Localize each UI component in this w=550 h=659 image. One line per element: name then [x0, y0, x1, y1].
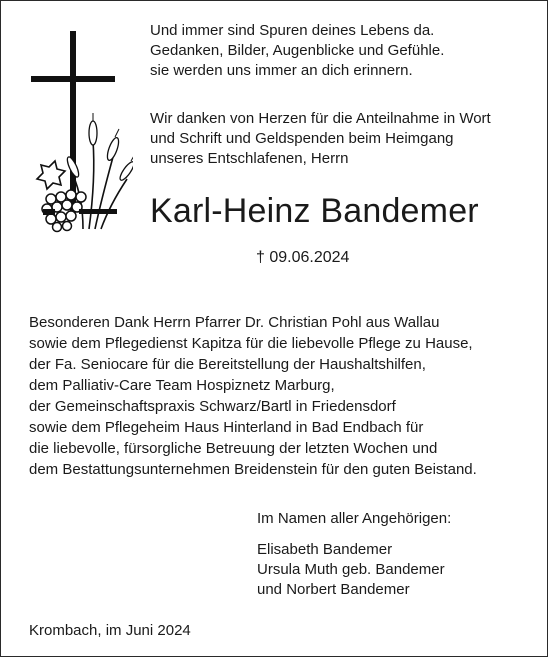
memorial-verse: Und immer sind Spuren deines Lebens da. Gedanken, Bilder, Augenblicke und Gefühle. sie werden uns immer an dich erinnern. — [150, 22, 445, 79]
family-names: Elisabeth Bandemer Ursula Muth geb. Bandemer und Norbert Bandemer — [257, 541, 445, 598]
special-thanks-paragraph: Besonderen Dank Herrn Pfarrer Dr. Christian Pohl aus Wallau sowie dem Pflegedienst Kapitza für die liebevolle Pflege zu Hause, der Fa. Seniocare für die Bereitstellung der Haushaltshilfen, dem Palliativ-Care Team Hospiznetz Marburg, der Gemeinschaftspraxis Schwarz/Bartl in Friedensdorf sowie dem Pflegeheim Haus Hinterland in Bad Endbach für die liebevolle, fürsorgliche Betreuung der letzten Wochen und dem Bestattungsunternehmen Breidenstein für den guten Beistand. — [29, 314, 477, 478]
closing-block — [257, 509, 451, 600]
thanks-paragraph: Wir danken von Herzen für die Anteilnahme in Wort und Schrift und Geldspenden beim Heimgang unseres Entschlafenen, Herrn — [150, 110, 491, 167]
place-and-date: Krombach, im Juni 2024 — [29, 622, 191, 639]
closing-intro: Im Namen aller Angehörigen: — [257, 510, 452, 527]
deceased-name: Karl-Heinz Bandemer — [150, 192, 479, 230]
cross-wheat-grapes-icon — [29, 29, 133, 233]
death-date: † 09.06.2024 — [256, 249, 350, 266]
